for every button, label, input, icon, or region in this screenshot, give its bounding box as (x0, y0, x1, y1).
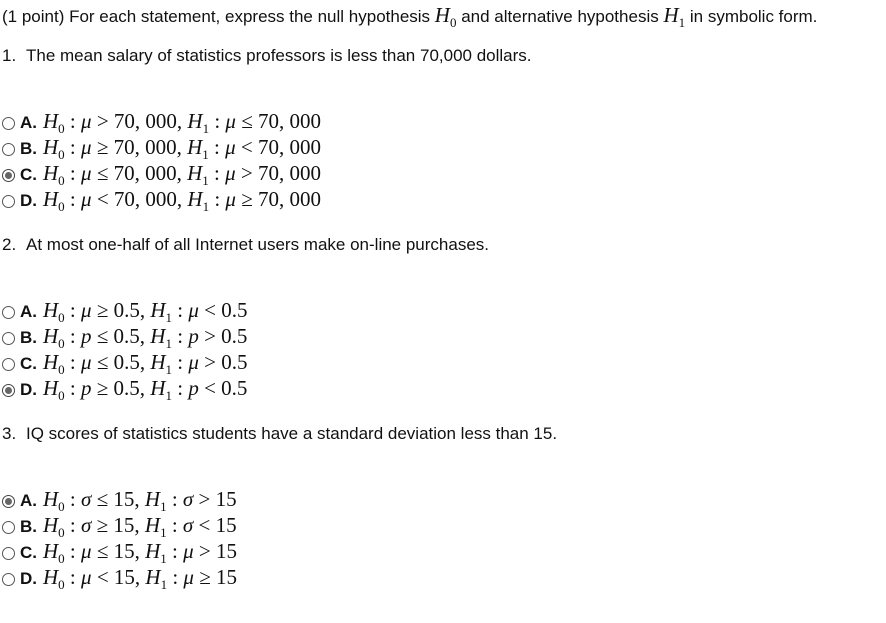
question-3-options (2, 488, 237, 592)
null-hypothesis-symbol: $H_0$ (434, 3, 457, 31)
radio-button[interactable] (2, 332, 15, 345)
problem-intro (2, 3, 817, 31)
option-expression: $H_0$ : μ ≤ 15, $H_1$ : μ > 15 (43, 538, 237, 567)
answer-option[interactable] (2, 110, 321, 136)
answer-option[interactable] (2, 566, 237, 592)
option-letter: B. (20, 517, 37, 536)
option-letter: A. (20, 302, 37, 321)
option-expression: $H_0$ : μ ≤ 0.5, $H_1$ : μ > 0.5 (43, 349, 248, 378)
option-letter: C. (20, 543, 37, 562)
option-letter: C. (20, 165, 37, 184)
radio-button[interactable] (2, 521, 15, 534)
radio-button[interactable] (2, 117, 15, 130)
radio-button[interactable] (2, 195, 15, 208)
question-text: IQ scores of statistics students have a standard deviation less than 15. (26, 424, 558, 443)
option-expression: $H_0$ : μ ≥ 70, 000, $H_1$ : μ < 70, 000 (43, 134, 321, 163)
option-letter: D. (20, 380, 37, 399)
intro-suffix: in symbolic form. (689, 7, 818, 26)
answer-option[interactable] (2, 188, 321, 214)
radio-button[interactable] (2, 495, 15, 508)
answer-option[interactable] (2, 325, 248, 351)
option-expression: $H_0$ : σ ≥ 15, $H_1$ : σ < 15 (43, 512, 237, 541)
radio-button[interactable] (2, 384, 15, 397)
answer-option[interactable] (2, 514, 237, 540)
question-1-options (2, 110, 321, 214)
radio-button[interactable] (2, 169, 15, 182)
option-letter: B. (20, 328, 37, 347)
option-letter: A. (20, 491, 37, 510)
answer-option[interactable] (2, 162, 321, 188)
radio-button[interactable] (2, 547, 15, 560)
answer-option[interactable] (2, 540, 237, 566)
option-expression: $H_0$ : μ < 70, 000, $H_1$ : μ ≥ 70, 000 (43, 186, 321, 215)
answer-option[interactable] (2, 299, 248, 325)
question-text: At most one-half of all Internet users make on-line purchases. (26, 235, 490, 254)
question-text: The mean salary of statistics professors is less than 70,000 dollars. (26, 46, 532, 65)
option-expression: $H_0$ : μ ≥ 0.5, $H_1$ : μ < 0.5 (43, 297, 248, 326)
question-number: 2. (2, 235, 17, 254)
intro-mid: and alternative hypothesis (461, 7, 659, 26)
answer-option[interactable] (2, 136, 321, 162)
option-expression: $H_0$ : μ < 15, $H_1$ : μ ≥ 15 (43, 564, 237, 593)
option-letter: D. (20, 191, 37, 210)
question-number: 3. (2, 424, 17, 443)
answer-option[interactable] (2, 377, 248, 403)
question-1 (2, 46, 532, 66)
question-3 (2, 424, 557, 444)
option-expression: $H_0$ : p ≤ 0.5, $H_1$ : p > 0.5 (43, 323, 248, 352)
radio-button[interactable] (2, 573, 15, 586)
option-letter: D. (20, 569, 37, 588)
radio-button[interactable] (2, 143, 15, 156)
option-expression: $H_0$ : σ ≤ 15, $H_1$ : σ > 15 (43, 486, 237, 515)
radio-button[interactable] (2, 306, 15, 319)
alt-hypothesis-symbol: $H_1$ (663, 3, 686, 31)
option-expression: $H_0$ : μ > 70, 000, $H_1$ : μ ≤ 70, 000 (43, 108, 321, 137)
question-2 (2, 235, 489, 255)
option-letter: B. (20, 139, 37, 158)
option-letter: C. (20, 354, 37, 373)
answer-option[interactable] (2, 488, 237, 514)
radio-button[interactable] (2, 358, 15, 371)
intro-prefix: (1 point) For each statement, express the null hypothesis (2, 7, 431, 26)
option-expression: $H_0$ : μ ≤ 70, 000, $H_1$ : μ > 70, 000 (43, 160, 321, 189)
option-expression: $H_0$ : p ≥ 0.5, $H_1$ : p < 0.5 (43, 375, 248, 404)
question-2-options (2, 299, 248, 403)
answer-option[interactable] (2, 351, 248, 377)
question-number: 1. (2, 46, 17, 65)
option-letter: A. (20, 113, 37, 132)
